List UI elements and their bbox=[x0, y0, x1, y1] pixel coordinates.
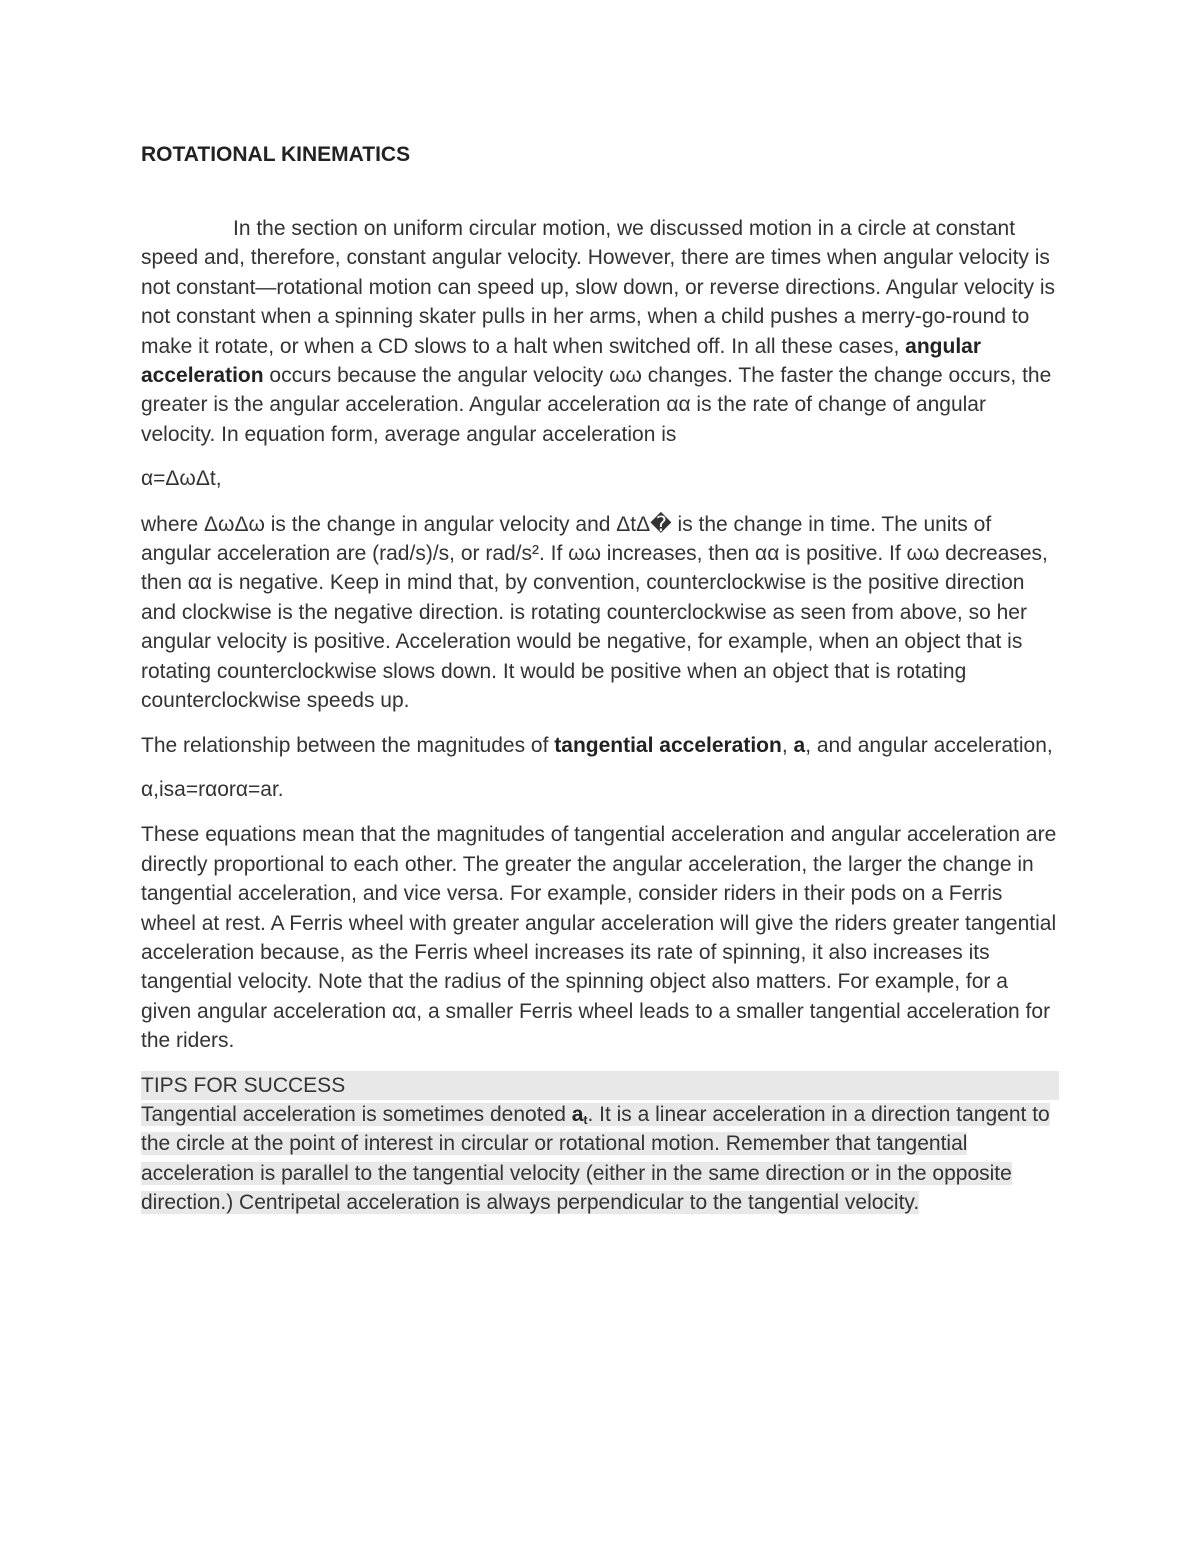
intro-paragraph bbox=[141, 214, 1061, 449]
intro-text-part2: occurs because the angular velocity ωω changes. The faster the change occurs, the greater is the angular acceleration. Angular acceleration αα is the rate of change of angular velocity. In equation form, average angular acceleration is bbox=[141, 364, 1052, 446]
document-title: ROTATIONAL KINEMATICS bbox=[141, 143, 411, 166]
tangential-acceleration-equation: α,isa=rαorα=ar. bbox=[141, 777, 284, 801]
notation-subscript: t bbox=[583, 1112, 588, 1127]
angular-acceleration-term: angular acceleration bbox=[141, 334, 982, 388]
tips-text-part1: Tangential acceleration is sometimes denoted bbox=[141, 1102, 572, 1126]
tips-heading: TIPS FOR SUCCESS bbox=[141, 1071, 1059, 1100]
tips-for-success-box bbox=[141, 1071, 1061, 1218]
relationship-text-part1: The relationship between the magnitudes of bbox=[141, 733, 555, 757]
tangential-acceleration-term: tangential acceleration bbox=[554, 733, 782, 757]
tangential-acceleration-notation bbox=[572, 1103, 588, 1126]
proportionality-paragraph: These equations mean that the magnitudes of tangential acceleration and angular acceleration are directly proportional to each other. The greater the angular acceleration, the larger the change in tangential acceleration, and vice versa. For example, consider riders in their pods on a Ferris wheel at rest. A Ferris wheel with greater angular acceleration will give the riders greater tangential acceleration because, as the Ferris wheel increases its rate of spinning, it also increases its tangential velocity. Note that the radius of the spinning object also matters. For example, for a given angular acceleration αα, a smaller Ferris wheel leads to a smaller tangential acceleration for the riders. bbox=[141, 823, 1057, 1053]
tips-text-part2: . It is a linear acceleration in a direction tangent to the circle at the point of interest in circular or rotational motion. Remember that tangential acceleration is parallel to the tangential velocity (either in the same direction or in the opposite direction.) Centripetal acceleration is always perpendicular to the tangential velocity. bbox=[141, 1102, 1050, 1215]
intro-text-part1: In the section on uniform circular motion, we discussed motion in a circle at constant speed and, therefore, constant angular velocity. However, there are times when angular velocity is not constant—rotational motion can speed up, slow down, or reverse directions. Angular velocity is not constant when a spinning skater pulls in her arms, when a child pushes a merry-go-round to make it rotate, or when a CD slows to a halt when switched off. In all these cases, bbox=[141, 217, 1055, 358]
definition-paragraph: where ΔωΔω is the change in angular velocity and ΔtΔ� is the change in time. The units of angular acceleration are (rad/s)/s, or rad/s². If ωω increases, then αα is positive. If ωω decreases, then αα is negative. Keep in mind that, by convention, counterclockwise is the positive direction and clockwise is the negative direction. is rotating counterclockwise as seen from above, so her angular velocity is positive. Acceleration would be negative, for example, when an object that is rotating counterclockwise slows down. It would be positive when an object that is rotating counterclockwise speeds up. bbox=[141, 512, 1048, 713]
tips-body bbox=[141, 1103, 1050, 1214]
relationship-text-part3: , and angular acceleration, bbox=[805, 733, 1053, 757]
relationship-text-part2: , bbox=[781, 733, 794, 757]
document-page bbox=[141, 140, 1061, 1218]
notation-symbol: a bbox=[571, 1102, 584, 1126]
tangential-acceleration-symbol: a bbox=[793, 733, 806, 757]
relationship-paragraph bbox=[141, 731, 1061, 760]
average-angular-acceleration-equation: α=ΔωΔt, bbox=[141, 467, 222, 491]
